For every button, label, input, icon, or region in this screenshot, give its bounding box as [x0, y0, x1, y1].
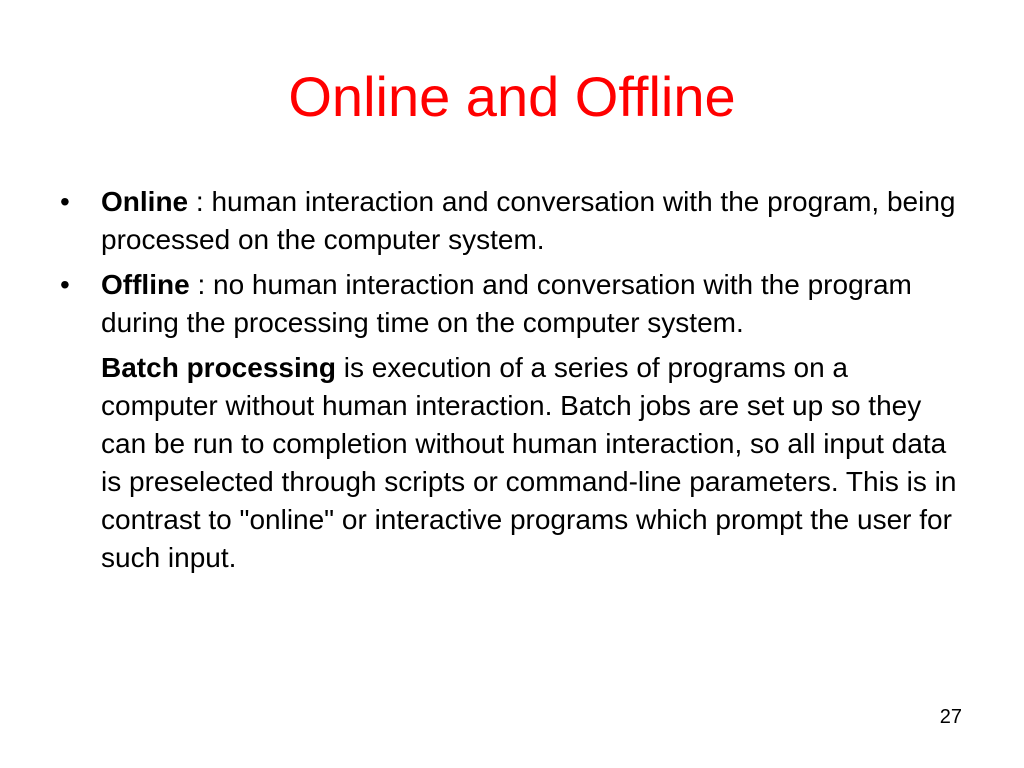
term-offline: Offline [101, 269, 190, 300]
definition-batch-processing: is execution of a series of programs on a computer without human interaction. Batch jobs are set up so they can be run to completion without human interaction, so all input data is preselected through scripts or command-line parameters. This is in contrast to "online" or interactive programs which prompt the user for such input. [101, 352, 957, 573]
bullet-item-online [60, 183, 970, 259]
slide-title: Online and Offline [288, 65, 736, 128]
term-batch-processing: Batch processing [101, 352, 336, 383]
term-online: Online [101, 186, 189, 217]
bullet-glyph: • [60, 186, 70, 217]
batch-processing-paragraph [60, 349, 970, 577]
definition-online: : human interaction and conversation with the program, being processed on the computer system. [101, 186, 956, 255]
definition-offline: : no human interaction and conversation with the program during the processing time on the computer system. [101, 269, 912, 338]
page-number: 27 [939, 706, 962, 728]
bullet-item-offline [60, 266, 970, 342]
slide-body [60, 183, 970, 577]
bullet-glyph: • [60, 269, 70, 300]
